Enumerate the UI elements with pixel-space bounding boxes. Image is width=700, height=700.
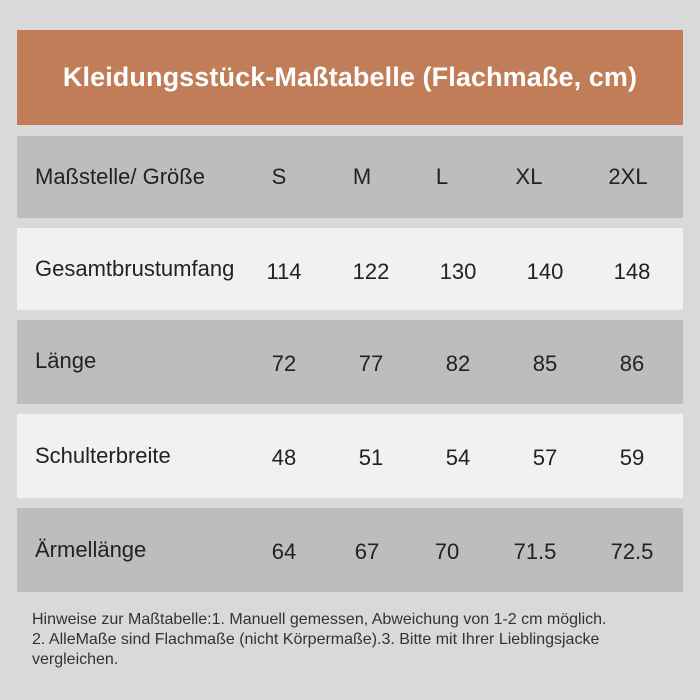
table-cell: 148 (613, 259, 651, 284)
row-label: Länge (35, 348, 97, 373)
header-cell-measurement: Maßstelle/ Größe (35, 164, 205, 189)
table-header-row (17, 136, 683, 218)
table-cell: 82 (445, 351, 471, 376)
header-cell-xl: XL (515, 164, 543, 189)
table-cell: 72.5 (610, 539, 654, 564)
row-label: Ärmellänge (35, 537, 147, 562)
table-title: Kleidungsstück-Maßtabelle (Flachmaße, cm) (62, 62, 638, 92)
table-cell: 70 (434, 539, 460, 564)
table-cell: 57 (532, 445, 558, 470)
header-cell-2xl: 2XL (608, 164, 648, 189)
table-cell: 59 (619, 445, 645, 470)
table-row (17, 228, 683, 310)
note-line: vergleichen. (32, 651, 119, 668)
row-label: Schulterbreite (35, 443, 171, 468)
table-cell: 86 (619, 351, 645, 376)
table-cell: 140 (526, 259, 564, 284)
size-chart-note (32, 610, 692, 670)
table-cell: 77 (358, 351, 384, 376)
title-banner (17, 30, 683, 125)
header-cell-l: L (435, 164, 449, 189)
table-row (17, 320, 683, 404)
table-cell: 114 (266, 259, 302, 284)
table-row (17, 414, 683, 498)
table-cell: 48 (271, 445, 297, 470)
note-line: Hinweise zur Maßtabelle:1. Manuell gemessen, Abweichung von 1-2 cm möglich. (32, 611, 607, 628)
table-cell: 51 (358, 445, 384, 470)
note-line: 2. AlleMaße sind Flachmaße (nicht Körpermaße).3. Bitte mit Ihrer Lieblingsjacke (32, 631, 600, 648)
table-cell: 122 (352, 259, 390, 284)
row-label: Gesamtbrustumfang (35, 256, 235, 281)
table-cell: 72 (271, 351, 297, 376)
header-cell-s: S (271, 164, 287, 189)
table-cell: 71.5 (513, 539, 557, 564)
table-cell: 67 (354, 539, 380, 564)
table-cell: 85 (532, 351, 558, 376)
table-cell: 130 (439, 259, 477, 284)
table-row (17, 508, 683, 592)
header-cell-m: M (352, 164, 372, 189)
table-cell: 54 (445, 445, 471, 470)
table-cell: 64 (271, 539, 297, 564)
